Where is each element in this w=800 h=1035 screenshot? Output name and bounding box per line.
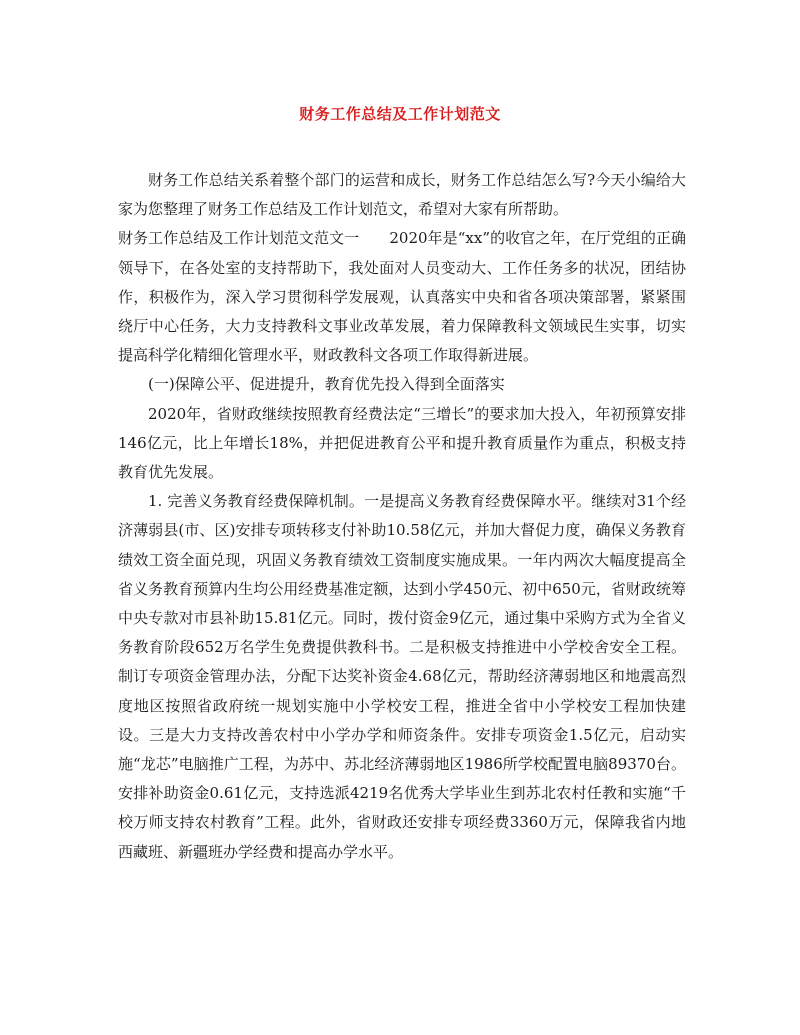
- education-budget-paragraph: 2020年，省财政继续按照教育经费法定“三增长”的要求加大投入，年初预算安排146亿元，比上年增长18%，并把促进教育公平和提升教育质量作为重点，积极支持教育优先发展。: [118, 404, 686, 482]
- sample-one-paragraph: 财务工作总结及工作计划范文范文一 2020年是“xx”的收官之年，在厅党组的正确领导下，在各处室的支持帮助下，我处面对人员变动大、工作任务多的状况，团结协作，积极作为，深入学习贯彻科学发展观，认真落实中央和省各项决策部署，紧紧围绕厅中心任务，大力支持教科文事业改革发展，着力保障教科文领域民生实事，切实提高科学化精细化管理水平，财政教科文各项工作取得新进展。: [118, 229, 686, 365]
- intro-paragraph: 财务工作总结关系着整个部门的运营和成长，财务工作总结怎么写?今天小编给大家为您整理了财务工作总结及工作计划范文，希望对大家有所帮助。: [118, 171, 686, 219]
- document-title: 财务工作总结及工作计划范文: [299, 105, 501, 123]
- compulsory-education-paragraph: 1. 完善义务教育经费保障机制。一是提高义务教育经费保障水平。继续对31个经济薄弱县(市、区)安排专项转移支付补助10.58亿元，并加大督促力度，确保义务教育绩效工资全面兑现，巩固义务教育绩效工资制度实施成果。一年内两次大幅度提高全省义务教育预算内生均公用经费基准定额，达到小学450元、初中650元，省财政统筹中央专款对市县补助15.81亿元。同时，拨付资金9亿元，通过集中采购方式为全省义务教育阶段652万名学生免费提供教科书。二是积极支持推进中小学校舍安全工程。制订专项资金管理办法，分配下达奖补资金4.68亿元，帮助经济薄弱地区和地震高烈度地区按照省政府统一规划实施中小学校安工程，推进全省中小学校安工程加快建设。三是大力支持改善农村中小学办学和师资条件。安排专项资金1.5亿元，启动实施“龙芯”电脑推广工程，为苏中、苏北经济薄弱地区1986所学校配置电脑89370台。安排补助资金0.61亿元，支持选派4219名优秀大学毕业生到苏北农村任教和实施“千校万师支持农村教育”工程。此外，省财政还安排专项经费3360万元，保障我省内地西藏班、新疆班办学经费和提高办学水平。: [118, 492, 686, 861]
- document-body: [118, 166, 686, 867]
- section-heading: (一)保障公平、促进提升，教育优先投入得到全面落实: [148, 375, 505, 394]
